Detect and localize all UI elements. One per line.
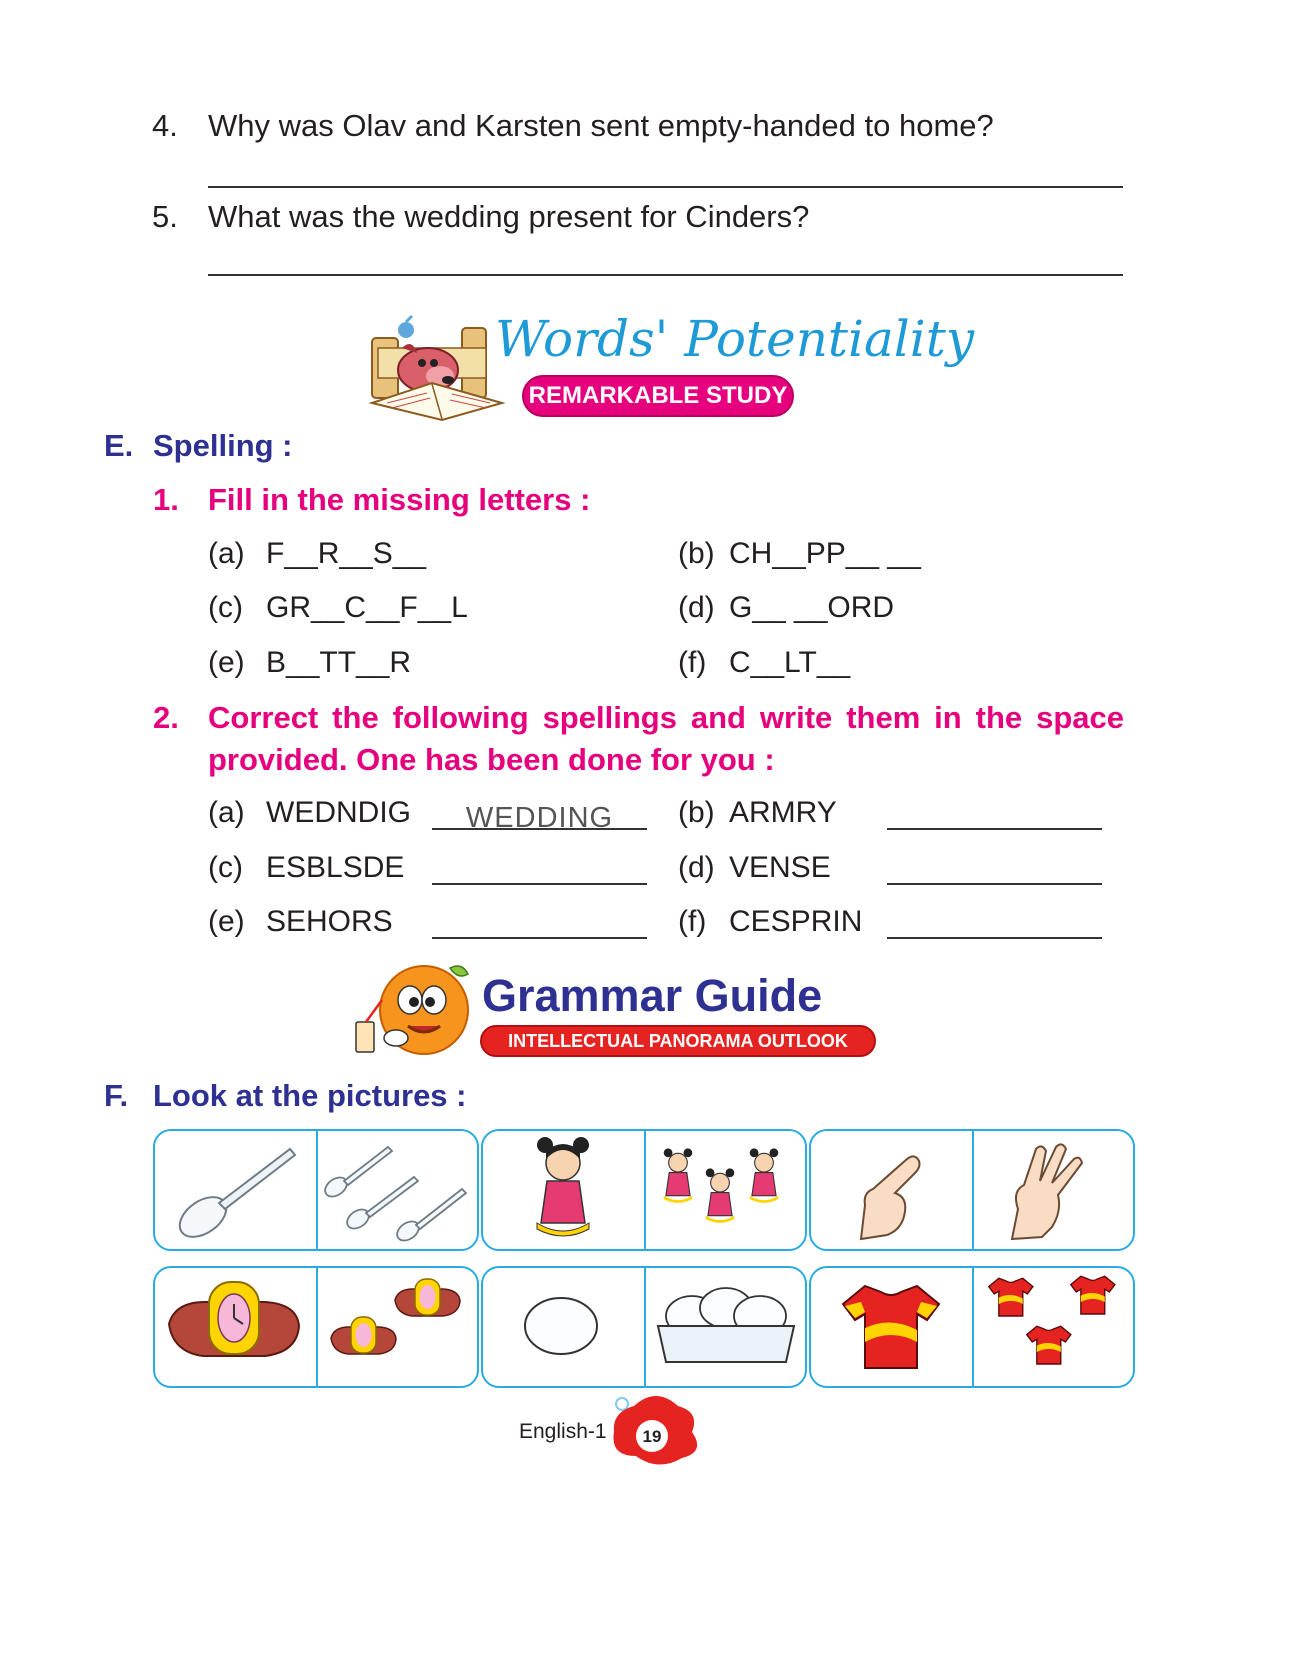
task-2-number: 2. [153,700,179,735]
task-1-number: 1. [153,482,179,517]
section-e-letter: E. [104,428,134,463]
shirt-single-icon [811,1268,971,1386]
girl-single-icon [483,1131,643,1249]
watch-single-icon [155,1268,315,1386]
egg-single-icon [483,1268,643,1386]
correct-label-f: (f) [678,905,707,938]
banner-remarkable-study-pill: REMARKABLE STUDY [522,375,794,417]
correct-word-d: VENSE [729,851,831,884]
picture-box-spoon [153,1129,479,1251]
task-2-title-line2: provided. One has been done for you : [208,742,775,777]
correct-label-b: (b) [678,796,715,829]
correct-word-a: WEDNDIG [266,796,411,829]
correct-word-e: SEHORS [266,905,393,938]
picture-box-watch [153,1266,479,1388]
answer-text-a: WEDDING [465,802,614,834]
correct-label-c: (c) [208,851,243,884]
answer-line-q5[interactable] [208,274,1123,276]
fill-label-a: (a) [208,537,245,570]
fill-word-b[interactable]: CH__PP__ __ [729,537,921,570]
answer-line-b[interactable] [887,828,1102,830]
fill-word-c[interactable]: GR__C__F__L [266,591,468,624]
spoons-many-icon [316,1131,476,1249]
fill-word-f[interactable]: C__LT__ [729,646,851,679]
question-5-number: 5. [152,199,178,234]
correct-label-a: (a) [208,796,245,829]
question-4-text: Why was Olav and Karsten sent empty-handed to home? [208,108,994,143]
footer-book-name: English-1 [519,1420,607,1443]
answer-line-q4[interactable] [208,186,1123,188]
fill-word-e[interactable]: B__TT__R [266,646,412,679]
fill-label-c: (c) [208,591,243,624]
section-f-title: Look at the pictures : [153,1078,467,1113]
answer-line-c[interactable] [432,883,647,885]
section-e-title: Spelling : [153,428,293,463]
picture-box-egg [481,1266,807,1388]
answer-line-e[interactable] [432,937,647,939]
dog-reading-illustration [362,308,512,423]
question-4-number: 4. [152,108,178,143]
answer-line-d[interactable] [887,883,1102,885]
banner-words-potentiality-title: Words' Potentiality [495,310,975,368]
question-5-text: What was the wedding present for Cinders? [208,199,810,234]
correct-label-d: (d) [678,851,715,884]
task-1-title: Fill in the missing letters : [208,482,591,517]
task-2-title-line1: Correct the following spellings and write them in the space [208,700,1124,735]
three-fingers-icon [972,1131,1132,1249]
correct-word-f: CESPRIN [729,905,863,938]
orange-mascot-illustration [352,960,478,1060]
banner-intellectual-panorama-pill: INTELLECTUAL PANORAMA OUTLOOK [480,1025,876,1057]
fill-label-b: (b) [678,537,715,570]
picture-box-girl [481,1129,807,1251]
fill-word-a[interactable]: F__R__S__ [266,537,427,570]
banner-grammar-guide-title: Grammar Guide [482,970,823,1021]
correct-word-c: ESBLSDE [266,851,405,884]
correct-label-e: (e) [208,905,245,938]
page-number: 19 [642,1427,662,1446]
section-f-letter: F. [104,1078,129,1113]
spoon-single-icon [155,1131,315,1249]
eggs-many-icon [644,1268,804,1386]
fill-label-d: (d) [678,591,715,624]
picture-box-finger [809,1129,1135,1251]
fill-label-e: (e) [208,646,245,679]
answer-line-f[interactable] [887,937,1102,939]
watches-many-icon [316,1268,476,1386]
one-finger-icon [811,1131,971,1249]
girls-many-icon [644,1131,804,1249]
correct-word-b: ARMRY [729,796,837,829]
fill-word-d[interactable]: G__ __ORD [729,591,895,624]
shirts-many-icon [972,1268,1132,1386]
answer-line-a[interactable] [432,828,647,830]
picture-box-shirt [809,1266,1135,1388]
fill-label-f: (f) [678,646,707,679]
